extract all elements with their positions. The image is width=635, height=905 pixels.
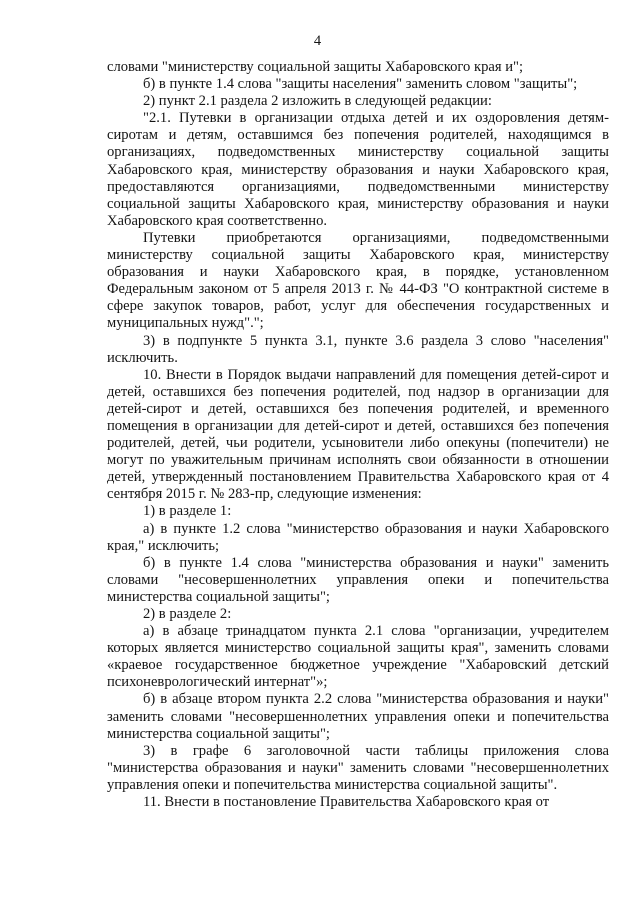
page-number: 4	[313, 33, 322, 49]
paragraph-11: 2) в разделе 2:	[143, 606, 232, 622]
paragraph-8: 1) в разделе 1:	[143, 503, 232, 520]
paragraph-1: словами "министерству социальной защиты Хабаровского края и";	[107, 59, 524, 75]
paragraph-12: а) в абзаце тринадцатом пункта 2.1 слова "организации, учредителем которых является министерство социальной защиты края", заменить словами «краевое государственное бюджетное учреждение "Хабаровский детский психоневрологический интернат"»;	[107, 623, 609, 691]
paragraph-15: 11. Внести в постановление Правительства Хабаровского края от	[143, 794, 550, 811]
paragraph-6: 3) в подпункте 5 пункта 3.1, пункте 3.6 раздела 3 слово "населения" исключить.	[107, 332, 609, 366]
paragraph-3: 2) пункт 2.1 раздела 2 изложить в следующей редакции:	[143, 93, 492, 110]
paragraph-2: б) в пункте 1.4 слова "защиты населения" заменить словом "защиты";	[143, 76, 578, 93]
paragraph-13: б) в абзаце втором пункта 2.2 слова "министерства образования и науки" заменить словами "несовершеннолетних управления опеки и попечительства министерства социальной защиты";	[107, 691, 609, 742]
document-body	[107, 59, 609, 811]
paragraph-14: 3) в графе 6 заголовочной части таблицы приложения слова "министерства образования и науки" заменить словами "несовершеннолетних управления опеки и попечительства министерства социальной защиты".	[107, 742, 609, 793]
paragraph-9: а) в пункте 1.2 слова "министерство образования и науки Хабаровского края," исключить;	[107, 520, 609, 554]
paragraph-5: Путевки приобретаются организациями, подведомственными министерству социальной защиты Хабаровского края, министерству образования и науки Хабаровского края, в порядке, установленном Федеральным законом от 5 апреля 2013 г. № 44-ФЗ "О контрактной системе в сфере закупок товаров, работ, услуг для обеспечения государственных и муниципальных нужд".";	[107, 229, 609, 332]
paragraph-7: 10. Внести в Порядок выдачи направлений для помещения детей-сирот и детей, оставшихся без попечения родителей, под надзор в организации для детей-сирот и детей, оставшихся без попечения родителей, и временного помещения в организации для детей-сирот и детей, оставшихся без попечения родителей, детей, чьи родители, усыновители либо опекуны (попечители) не могут по уважительным причинам исполнять свои обязанности в отношении детей, утвержденный постановлением Правительства Хабаровского края от 4 сентября 2015 г. № 283-пр, следующие изменения:	[107, 366, 609, 503]
paragraph-4: "2.1. Путевки в организации отдыха детей и их оздоровления детям-сиротам и детям, оставшимся без попечения родителей, находящимся в организациях, подведомственных министерству социальной защиты Хабаровского края, министерству образования и науки Хабаровского края, предоставляются организациями, подведомственными министерству социальной защиты Хабаровского края, министерству образования и науки Хабаровского края соответственно.	[107, 110, 609, 229]
paragraph-10: б) в пункте 1.4 слова "министерства образования и науки" заменить словами "несовершеннолетних управления опеки и попечительства министерства социальной защиты";	[107, 554, 609, 605]
